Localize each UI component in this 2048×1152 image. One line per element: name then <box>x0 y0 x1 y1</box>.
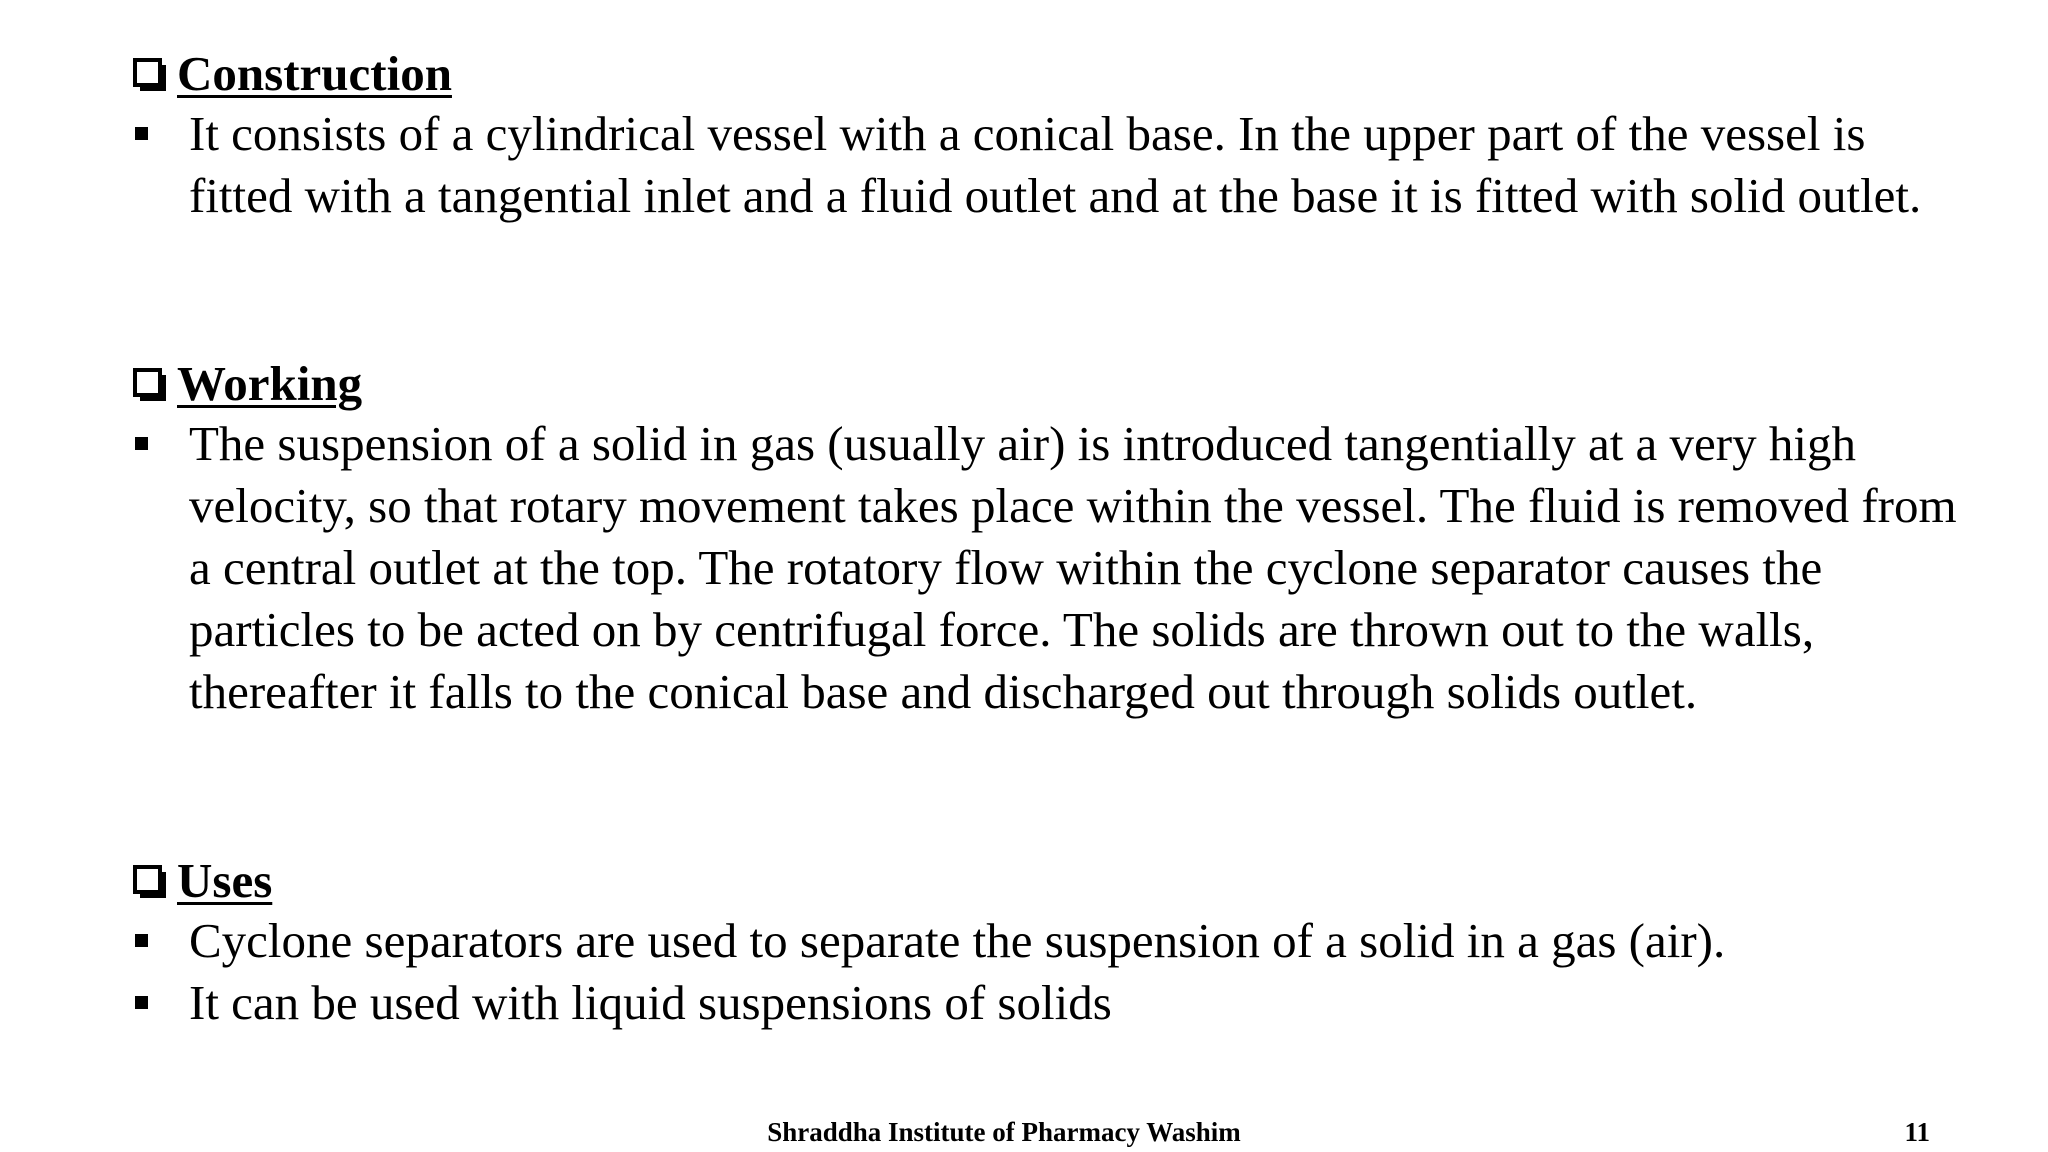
working-bullet-list <box>133 413 1963 723</box>
checkbox-icon <box>133 865 162 894</box>
construction-heading-text: Construction <box>177 45 452 101</box>
uses-bullet-text: It can be used with liquid suspensions of solids <box>189 975 1112 1030</box>
construction-bullet-text: It consists of a cylindrical vessel with a conical base. In the upper part of the vessel is fitted with a tangential inlet and a fluid outlet and at the base it is fitted with solid outlet. <box>189 106 1922 223</box>
construction-section <box>133 43 1963 227</box>
checkbox-icon <box>133 58 162 87</box>
uses-bullet-list <box>133 910 1963 1034</box>
working-heading-text: Working <box>177 355 363 411</box>
uses-heading <box>133 850 1963 910</box>
construction-heading <box>133 43 1963 103</box>
uses-bullet-text: Cyclone separators are used to separate the suspension of a solid in a gas (air). <box>189 913 1726 968</box>
uses-heading-text: Uses <box>177 852 273 908</box>
construction-bullet-list <box>133 103 1963 227</box>
square-bullet-icon <box>135 934 148 947</box>
working-bullet-item <box>133 413 1963 723</box>
square-bullet-icon <box>135 996 148 1009</box>
uses-section <box>133 850 1963 1034</box>
footer-institute: Shraddha Institute of Pharmacy Washim <box>767 1117 1241 1147</box>
uses-bullet-item <box>133 972 1963 1034</box>
uses-bullet-item <box>133 910 1963 972</box>
construction-bullet-item <box>133 103 1963 227</box>
working-section <box>133 353 1963 723</box>
working-bullet-text: The suspension of a solid in gas (usually air) is introduced tangentially at a very high velocity, so that rotary movement takes place within the vessel. The fluid is removed from a central outlet at the top. The rotatory flow within the cyclone separator causes the particles to be acted on by centrifugal force. The solids are thrown out to the walls, thereafter it falls to the conical base and discharged out through solids outlet. <box>189 416 1957 719</box>
working-heading <box>133 353 1963 413</box>
checkbox-icon <box>133 368 162 397</box>
square-bullet-icon <box>135 127 148 140</box>
square-bullet-icon <box>135 437 148 450</box>
page-number: 11 <box>1904 1117 1930 1147</box>
